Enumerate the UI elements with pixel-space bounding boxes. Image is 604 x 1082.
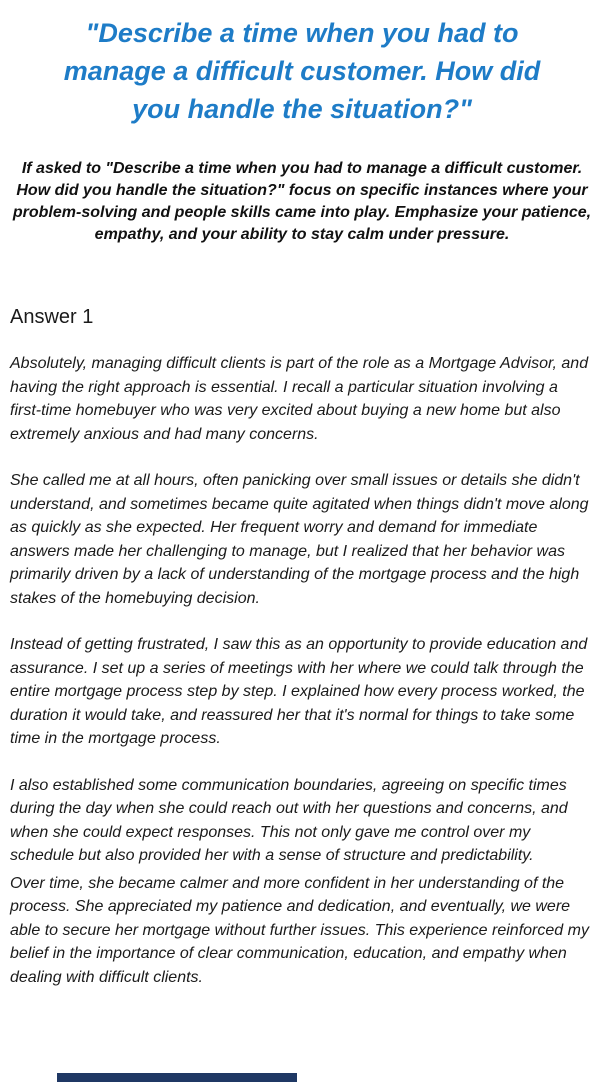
page-title <box>0 14 604 128</box>
answer-paragraph-2: She called me at all hours, often panicking over small issues or details she didn't understand, and sometimes became quite agitated when things didn't move along as quickly as she expected. Her frequent worry and demand for immediate answers made her challenging to manage, but I realized that her behavior was primarily driven by a lack of understanding of the mortgage process and the high stakes of the homebuying decision. <box>10 472 589 607</box>
answer-paragraph-3: Instead of getting frustrated, I saw this as an opportunity to provide education and assurance. I set up a series of meetings with her where we could talk through the entire mortgage process step by step. I explained how every process worked, the duration it would take, and reassured her that it's normal for things to take some time in the mortgage process. <box>10 636 588 747</box>
section-divider-bar <box>57 1073 297 1082</box>
answer-paragraph-5: Over time, she became calmer and more confident in her understanding of the process. She appreciated my patience and dedication, and eventually, we were able to secure her mortgage without further issues. This experience reinforced my belief in the importance of clear communication, education, and empathy when dealing with difficult clients. <box>10 874 589 986</box>
document-page <box>0 14 604 989</box>
page-title-line-1: "Describe a time when you had to <box>85 18 519 48</box>
intro-paragraph: If asked to "Describe a time when you had to manage a difficult customer. How did you handle the situation?" focus on specific instances where your problem-solving and people skills came into play. Emphasize your patience, empathy, and your ability to stay calm under pressure. <box>12 160 592 243</box>
answer-paragraph-4: I also established some communication boundaries, agreeing on specific times during the day when she could reach out with her questions and concerns, and when she could expect responses. This not only gave me control over my schedule but also provided her with a sense of structure and predictability. <box>10 776 568 864</box>
answer-heading: Answer 1 <box>10 306 94 328</box>
page-title-line-3: you handle the situation?" <box>132 94 472 124</box>
answer-paragraph-1: Absolutely, managing difficult clients is part of the role as a Mortgage Advisor, and having the right approach is essential. I recall a particular situation involving a first-time homebuyer who was very excited about buying a new home but also extremely anxious and had many concerns. <box>10 355 589 443</box>
page-title-line-2: manage a difficult customer. How did <box>63 56 541 86</box>
